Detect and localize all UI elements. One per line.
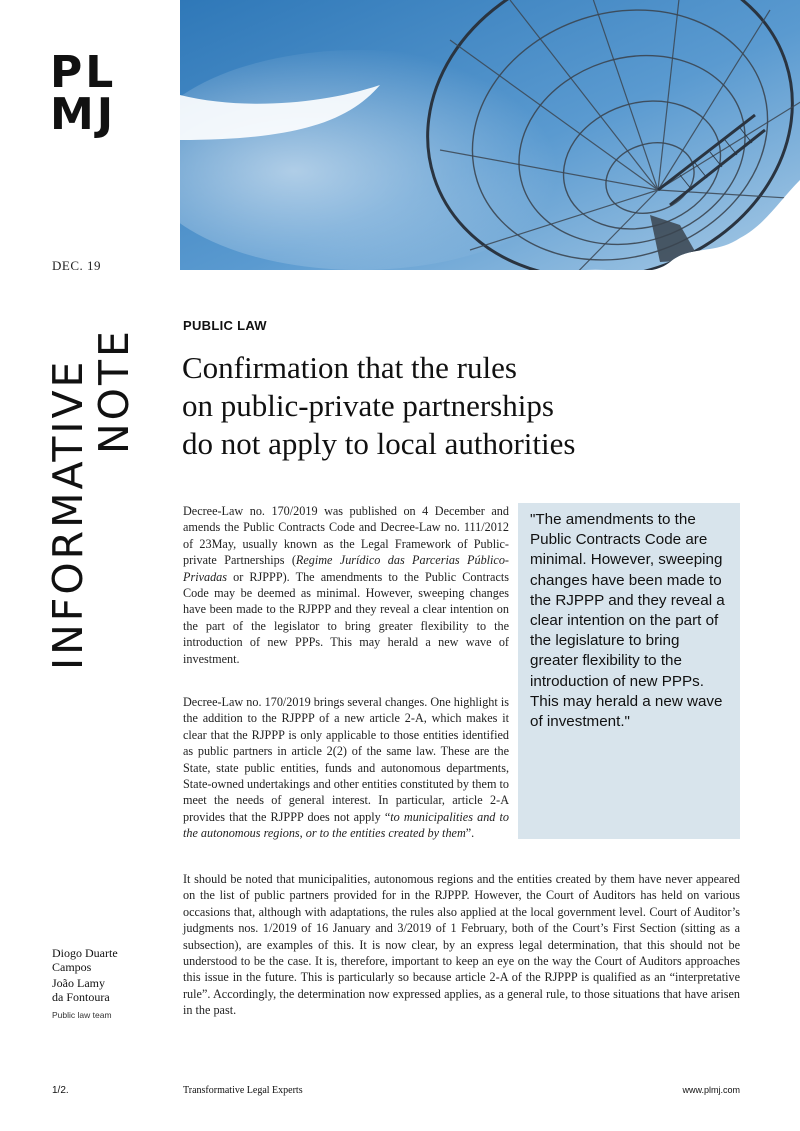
author-2-line-2: da Fontoura xyxy=(52,989,110,1004)
title-line-3: do not apply to local authorities xyxy=(182,426,576,461)
footer-tagline: Transformative Legal Experts xyxy=(183,1085,303,1096)
team-label: Public law team xyxy=(52,1010,112,1020)
paragraph-1-italic: Regime Jurídico das Parcerias Público-Privadas xyxy=(183,553,509,584)
title-line-1: Confirmation that the rules xyxy=(182,350,517,385)
authors-block xyxy=(52,947,162,1021)
paragraph-2-text-a: Decree-Law no. 170/2019 brings several changes. One highlight is the addition to the RJPPP of a new article 2-A, which makes it clear that the RJPPP is only applicable to those entities identified as public partners in article 2(2) of the same law. These are the State, state public entities, funds and autonomous departments, State-owned undertakings and other entities constituted by them to meet the needs of general interest. In particular, article 2-A provides that the RJPPP does not apply “ xyxy=(183,695,509,824)
body-paragraph-2 xyxy=(183,694,509,842)
paragraph-2-italic: to municipalities and to the autonomous regions, or to the entities created by them xyxy=(183,809,509,841)
plmj-logo xyxy=(50,47,117,140)
section-label: PUBLIC LAW xyxy=(183,318,267,333)
paragraph-2-text-b: ”. xyxy=(465,826,475,841)
body-paragraph-3: It should be noted that municipalities, autonomous regions and the entities created by them have never appeared on the list of public partners provided for in the RJPPP. However, the Court of Auditors has held on various occasions that, although with adaptations, the rules also applied at the local government level. Court of Auditor’s judgments nos. 1/2019 of 16 January and 3/2019 of 1 February, both of the Court’s First Section (sitting as a subsection), are examples of this. It is now clear, by an express legal determination, that this should not be understood to be the case. It is, therefore, important to keep an eye on the way the Court of Auditors approaches this issue in the future. This is particularly so because article 2-A of the RJPPP is qualified as an “interpretative rule”. Accordingly, the determination now expressed applies, as a general rule, to those situations that have arisen in the past. xyxy=(183,872,740,1018)
logo-line-2: MJ xyxy=(50,89,117,140)
vertical-title xyxy=(46,318,142,670)
logo-line-1: PL xyxy=(50,47,117,98)
website-link[interactable]: www.plmj.com xyxy=(682,1085,740,1095)
body-paragraph-1 xyxy=(183,503,509,667)
author-1-line-1: Diogo Duarte xyxy=(52,946,118,960)
author-2-line-1: João Lamy xyxy=(52,976,105,990)
vertical-title-word-note: NOTE xyxy=(90,328,138,454)
author-1-line-2: Campos xyxy=(52,959,92,974)
title-line-2: on public-private partnerships xyxy=(182,388,554,423)
paragraph-1-text-b: or RJPPP). The amendments to the Public Contracts Code may be deemed as minimal. However, sweeping changes have been made to the RJPPP and they reveal a clear intention on the part of the legislator to bring greater flexibility to the introduction of new PPPs. This may herald a new wave of investment. xyxy=(183,569,509,666)
hero-image xyxy=(180,0,800,270)
pull-quote-box xyxy=(518,503,740,839)
paragraph-1-text-a: Decree-Law no. 170/2019 was published on 4 December and amends the Public Contracts Code and Decree-Law no. 111/2012 of 23May, usually known as the Legal Framework of Public-private Partnerships ( xyxy=(183,504,509,568)
pull-quote-text: "The amendments to the Public Contracts Code are minimal. However, sweeping changes have been made to the RJPPP and they reveal a clear intention on the part of the legislature to bring greater flexibility to the introduction of new PPPs. This may herald a new wave of investment." xyxy=(530,511,725,731)
page-title xyxy=(182,349,782,463)
publication-date: DEC. 19 xyxy=(52,258,101,273)
vertical-title-word-informative: INFORMATIVE xyxy=(44,358,92,670)
page-number: 1/2. xyxy=(52,1085,69,1096)
